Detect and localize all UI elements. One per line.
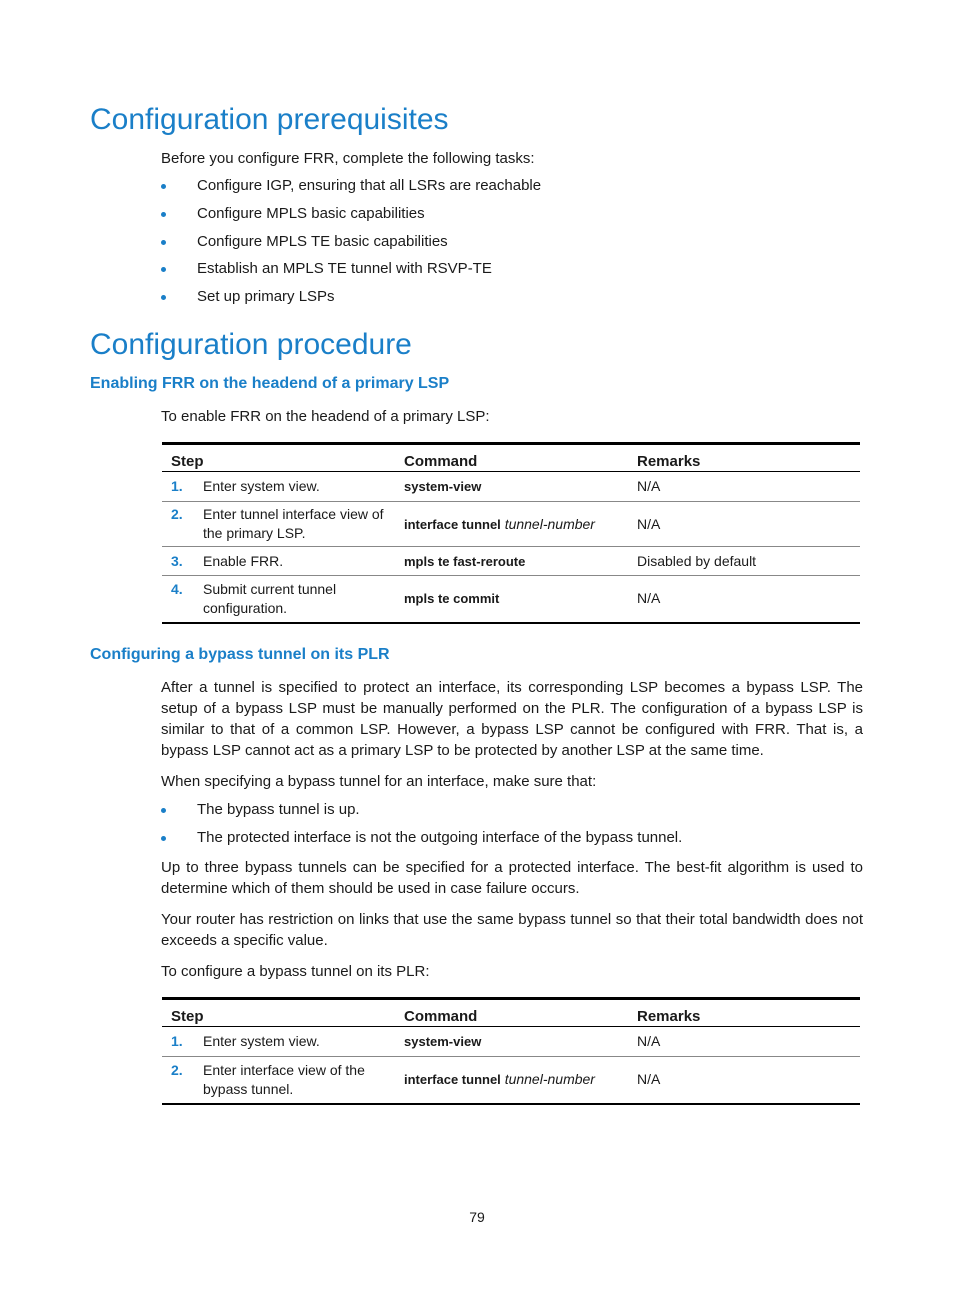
table-header-row [162, 444, 860, 472]
heading-configuration-procedure: Configuration procedure [90, 328, 412, 361]
col-step: Step [162, 999, 395, 1027]
table-header-row [162, 999, 860, 1027]
page-number: 79 [469, 1209, 485, 1225]
heading-configuration-prerequisites: Configuration prerequisites [90, 103, 449, 136]
bullet-icon [161, 212, 166, 217]
bypass-tunnel-table [162, 997, 860, 1105]
subheading-bypass-tunnel: Configuring a bypass tunnel on its PLR [90, 646, 390, 663]
table-row: 2. Enter interface view of the bypass tunnel. interface tunnel tunnel-number N/A [162, 1057, 860, 1104]
bypass-para-2: When specifying a bypass tunnel for an interface, make sure that: [161, 773, 597, 790]
col-step: Step [162, 444, 395, 472]
col-remarks: Remarks [628, 999, 860, 1027]
bypass-para-1: After a tunnel is specified to protect an interface, its corresponding LSP becomes a bypass LSP. The setup of a bypass LSP must be manually performed on the PLR. The configuration of a bypass LSP is similar to that of a common LSP. However, a bypass LSP cannot be configured with FRR. That is, a bypass LSP cannot act as a primary LSP to be protected by another LSP at the same time. [161, 679, 863, 759]
bullet-icon [161, 267, 166, 272]
table-row: 1. Enter system view. system-view N/A [162, 472, 860, 502]
bypass-para-5: To configure a bypass tunnel on its PLR: [161, 963, 430, 980]
list-item: Configure IGP, ensuring that all LSRs are reachable [161, 176, 541, 204]
table-row: 1. Enter system view. system-view N/A [162, 1027, 860, 1057]
bypass-para-4: Your router has restriction on links that use the same bypass tunnel so that their total bandwidth does not exceeds a specific value. [161, 911, 863, 949]
prerequisites-list [161, 176, 541, 315]
bypass-para-3: Up to three bypass tunnels can be specified for a protected interface. The best-fit algorithm is used to determine which of them should be used in case failure occurs. [161, 859, 863, 897]
list-item: Establish an MPLS TE tunnel with RSVP-TE [161, 259, 541, 287]
frr-headend-table [162, 442, 860, 624]
bullet-icon [161, 808, 166, 813]
list-item: Configure MPLS basic capabilities [161, 204, 541, 232]
table-row: 2. Enter tunnel interface view of the primary LSP. interface tunnel tunnel-number N/A [162, 502, 860, 547]
bullet-icon [161, 184, 166, 189]
bullet-icon [161, 240, 166, 245]
col-remarks: Remarks [628, 444, 860, 472]
bullet-icon [161, 836, 166, 841]
table-row: 3. Enable FRR. mpls te fast-reroute Disabled by default [162, 547, 860, 576]
list-item: Configure MPLS TE basic capabilities [161, 232, 541, 260]
list-item: The protected interface is not the outgoing interface of the bypass tunnel. [161, 828, 682, 856]
list-item: The bypass tunnel is up. [161, 800, 682, 828]
table-row: 4. Submit current tunnel configuration. mpls te commit N/A [162, 576, 860, 623]
prerequisites-intro: Before you configure FRR, complete the following tasks: [161, 150, 535, 167]
col-command: Command [395, 444, 628, 472]
enabling-frr-intro: To enable FRR on the headend of a primary LSP: [161, 408, 490, 425]
subheading-enabling-frr: Enabling FRR on the headend of a primary LSP [90, 375, 450, 392]
col-command: Command [395, 999, 628, 1027]
bypass-conditions-list [161, 800, 682, 856]
bullet-icon [161, 295, 166, 300]
list-item: Set up primary LSPs [161, 287, 541, 315]
